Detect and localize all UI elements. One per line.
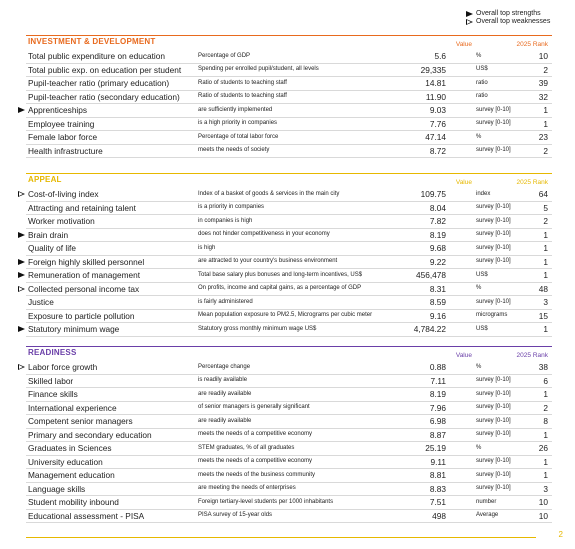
criterion-rank: 1 [543, 470, 548, 480]
criterion-value: 8.59 [429, 297, 446, 307]
strength-marker-icon [18, 326, 25, 332]
section-header [26, 35, 552, 50]
criterion-description: PISA survey of 15-year olds [198, 512, 273, 518]
criterion-unit: US$ [476, 66, 488, 72]
criterion-unit: survey [0-10] [476, 298, 511, 305]
criterion-unit: survey [0-10] [476, 204, 511, 210]
criterion-name: Exposure to particle pollution [28, 310, 135, 321]
table-row [26, 375, 552, 389]
criterion-rank: 1 [543, 105, 548, 115]
criterion-description: Foreign tertiary-level students per 1000 inhabitants [198, 498, 334, 505]
criterion-name: Brain drain [28, 229, 69, 240]
criterion-name: Competent senior managers [28, 416, 133, 426]
criterion-rank: 10 [538, 497, 548, 507]
criterion-unit: survey [0-10] [476, 217, 511, 224]
table-row [26, 442, 552, 456]
criterion-unit: survey [0-10] [476, 106, 511, 113]
criterion-description: are sufficiently implemented [198, 106, 273, 113]
value-column-header: Value [455, 41, 472, 48]
criterion-name: Cost-of-living index [28, 189, 99, 199]
criterion-name: Management education [28, 470, 115, 480]
weakness-marker-icon [18, 364, 25, 370]
value-column-header: Value [455, 352, 472, 359]
criterion-value: 9.22 [429, 256, 446, 267]
criterion-rank: 1 [543, 429, 548, 440]
criterion-rank: 48 [538, 283, 548, 294]
criterion-value: 456,478 [416, 270, 446, 280]
criterion-value: 25.19 [425, 443, 446, 453]
criterion-description: Percentage change [198, 363, 251, 370]
criterion-unit: survey [0-10] [476, 458, 511, 464]
criterion-unit: % [476, 52, 482, 59]
criterion-value: 8.04 [429, 202, 446, 213]
table-row [26, 296, 552, 310]
criterion-rank: 38 [538, 362, 548, 372]
criterion-unit: survey [0-10] [476, 404, 511, 410]
criterion-rank: 5 [543, 202, 548, 213]
criterion-value: 8.31 [429, 283, 446, 294]
criterion-rank: 15 [538, 310, 548, 321]
criterion-unit: survey [0-10] [476, 417, 511, 424]
footer-divider [26, 537, 536, 538]
criterion-rank: 64 [538, 189, 548, 199]
criterion-description: Ratio of students to teaching staff [198, 79, 287, 86]
table-row [26, 323, 552, 337]
criterion-unit: survey [0-10] [476, 390, 511, 397]
criterion-value: 0.88 [429, 362, 446, 372]
table-row [26, 202, 552, 216]
table-row [26, 269, 552, 283]
table-row [26, 215, 552, 229]
criterion-description: in companies is high [198, 217, 253, 224]
criterion-name: Justice [28, 297, 54, 307]
criterion-value: 7.76 [429, 118, 446, 129]
criterion-value: 29,335 [420, 64, 446, 75]
table-row [26, 402, 552, 416]
criterion-description: Total base salary plus bonuses and long-term incentives, US$ [198, 271, 363, 278]
criterion-rank: 2 [543, 64, 548, 75]
criterion-value: 8.19 [429, 229, 446, 240]
criterion-name: International experience [28, 402, 117, 413]
strength-marker-icon [18, 259, 25, 265]
criterion-description: meets the needs of a competitive economy [198, 458, 313, 464]
criterion-name: Labor force growth [28, 362, 98, 372]
criterion-value: 47.14 [425, 132, 446, 142]
criterion-value: 5.6 [434, 51, 446, 61]
legend-strengths-label: Overall top strengths [476, 10, 541, 17]
hollow-triangle-icon [466, 19, 473, 25]
weakness-marker-icon [18, 191, 25, 197]
criterion-description: Percentage of GDP [198, 52, 251, 59]
criterion-name: Collected personal income tax [28, 283, 140, 294]
criterion-rank: 1 [543, 229, 548, 240]
criterion-unit: survey [0-10] [476, 431, 511, 437]
criterion-rank: 39 [538, 78, 548, 88]
criterion-name: Finance skills [28, 389, 78, 399]
criterion-description: meets the needs of a competitive economy [198, 431, 313, 437]
table-row [26, 77, 552, 91]
criterion-unit: survey [0-10] [476, 147, 511, 153]
criterion-rank: 1 [543, 270, 548, 280]
legend-weaknesses-label: Overall top weaknesses [476, 18, 551, 25]
criterion-description: Mean population exposure to PM2.5, Micrograms per cubic meter [198, 312, 373, 318]
criterion-unit: ratio [476, 79, 488, 86]
criterion-name: Health infrastructure [28, 145, 103, 156]
criterion-name: Total public exp. on education per student [28, 64, 182, 75]
criterion-description: is a priority in companies [198, 204, 265, 210]
criterion-description: Statutory gross monthly minimum wage US$ [198, 325, 317, 332]
criterion-name: Primary and secondary education [28, 429, 152, 440]
table-row [26, 483, 552, 497]
criterion-name: Pupil-teacher ratio (secondary education) [28, 91, 180, 102]
criterion-value: 109.75 [420, 189, 446, 199]
table-row [26, 429, 552, 443]
criterion-rank: 10 [538, 510, 548, 521]
criterion-unit: survey [0-10] [476, 244, 511, 251]
criterion-unit: survey [0-10] [476, 377, 511, 383]
criterion-value: 8.87 [429, 429, 446, 440]
criterion-description: Index of a basket of goods & services in the main city [198, 190, 340, 197]
criterion-value: 7.11 [430, 375, 446, 386]
criterion-value: 8.83 [429, 483, 446, 494]
section-header [26, 346, 552, 361]
criterion-description: is readily available [198, 377, 248, 383]
criterion-unit: survey [0-10] [476, 120, 511, 126]
criterion-value: 7.96 [429, 402, 446, 413]
criterion-name: Female labor force [28, 132, 98, 142]
criterion-value: 9.11 [430, 456, 446, 467]
criterion-rank: 1 [543, 456, 548, 467]
criterion-name: Remuneration of management [28, 270, 141, 280]
rank-column-header: 2025 Rank [516, 179, 548, 186]
criterion-rank: 32 [538, 91, 548, 102]
legend-strengths [466, 10, 550, 18]
criterion-unit: survey [0-10] [476, 231, 511, 237]
criterion-value: 8.72 [429, 145, 446, 156]
criterion-rank: 1 [543, 389, 548, 399]
criterion-rank: 10 [538, 51, 548, 61]
criterion-rank: 3 [543, 297, 548, 307]
criterion-name: Total public expenditure on education [28, 51, 165, 61]
criterion-unit: micrograms [476, 312, 508, 318]
criterion-value: 4,784.22 [413, 324, 446, 334]
criterion-value: 7.82 [429, 216, 446, 226]
table-row [26, 361, 552, 375]
strength-marker-icon [18, 107, 25, 113]
strength-marker-icon [18, 232, 25, 238]
criterion-value: 9.16 [429, 310, 446, 321]
table-row [26, 469, 552, 483]
table-row [26, 64, 552, 78]
criterion-rank: 23 [538, 132, 548, 142]
table-row [26, 131, 552, 145]
criterion-description: is high [198, 244, 216, 251]
criterion-description: meets the needs of the business community [198, 471, 316, 478]
table-row [26, 415, 552, 429]
criterion-rank: 1 [543, 324, 548, 334]
section-title: APPEAL [28, 175, 62, 184]
table-row [26, 188, 552, 202]
strength-marker-icon [18, 272, 25, 278]
criterion-name: Quality of life [28, 243, 76, 253]
section-investment [26, 35, 552, 158]
criterion-name: Worker motivation [28, 216, 95, 226]
criterion-unit: survey [0-10] [476, 258, 511, 264]
criterion-description: are readily available [198, 417, 252, 424]
criterion-name: Apprenticeships [28, 105, 88, 115]
table-row [26, 283, 552, 297]
table-row [26, 145, 552, 159]
criterion-value: 7.51 [429, 497, 446, 507]
page-number: 2 [558, 530, 563, 539]
criterion-name: Language skills [28, 483, 86, 494]
table-row [26, 388, 552, 402]
table-row [26, 242, 552, 256]
table-row [26, 104, 552, 118]
criterion-value: 11.90 [425, 91, 446, 102]
table-row [26, 256, 552, 270]
criterion-description: On profits, income and capital gains, as a percentage of GDP [198, 285, 362, 291]
criterion-unit: Average [476, 512, 499, 518]
criterion-value: 9.03 [429, 105, 446, 115]
criterion-rank: 3 [543, 483, 548, 494]
criterion-name: University education [28, 456, 103, 467]
section-appeal [26, 173, 552, 337]
criterion-unit: survey [0-10] [476, 471, 511, 478]
criterion-name: Skilled labor [28, 375, 74, 386]
criterion-name: Graduates in Sciences [28, 443, 112, 453]
value-column-header: Value [455, 179, 472, 186]
table-row [26, 510, 552, 524]
criterion-name: Educational assessment - PISA [28, 510, 145, 521]
criterion-unit: number [476, 498, 497, 505]
table-row [26, 91, 552, 105]
legend-weaknesses [466, 18, 550, 26]
criterion-description: is a high priority in companies [198, 120, 278, 126]
criterion-name: Student mobility inbound [28, 497, 119, 507]
table-row [26, 456, 552, 470]
criterion-description: are attracted to your country's business environment [198, 258, 338, 264]
criterion-name: Pupil-teacher ratio (primary education) [28, 78, 170, 88]
rank-column-header: 2025 Rank [516, 352, 548, 359]
criterion-description: Percentage of total labor force [198, 133, 279, 140]
criterion-unit: ratio [476, 93, 488, 99]
table-row [26, 229, 552, 243]
criterion-rank: 2 [543, 216, 548, 226]
filled-triangle-icon [466, 11, 473, 17]
criterion-value: 6.98 [429, 416, 446, 426]
criterion-name: Employee training [28, 118, 95, 129]
criterion-value: 9.68 [429, 243, 446, 253]
criterion-rank: 6 [543, 375, 548, 386]
criterion-rank: 8 [543, 416, 548, 426]
rank-column-header: 2025 Rank [516, 41, 548, 48]
criterion-unit: US$ [476, 271, 488, 278]
criterion-value: 8.19 [429, 389, 446, 399]
criterion-description: is fairly administered [198, 298, 253, 305]
criterion-unit: % [476, 363, 482, 370]
criterion-rank: 1 [543, 256, 548, 267]
criterion-name: Foreign highly skilled personnel [28, 256, 145, 267]
table-row [26, 310, 552, 324]
criterion-rank: 26 [538, 443, 548, 453]
criterion-description: does not hinder competitiveness in your economy [198, 231, 330, 237]
criterion-value: 8.81 [429, 470, 446, 480]
criterion-value: 14.81 [425, 78, 446, 88]
criterion-description: meets the needs of society [198, 147, 270, 153]
table-row [26, 496, 552, 510]
criterion-unit: % [476, 133, 482, 140]
criterion-description: of senior managers is generally significant [198, 404, 310, 410]
criterion-rank: 1 [543, 118, 548, 129]
criterion-value: 498 [432, 510, 446, 521]
criterion-unit: % [476, 444, 482, 451]
criterion-unit: US$ [476, 325, 488, 332]
criterion-name: Attracting and retaining talent [28, 202, 136, 213]
criterion-unit: survey [0-10] [476, 485, 511, 491]
criterion-unit: index [476, 190, 491, 197]
legend [466, 10, 550, 26]
criterion-rank: 1 [543, 243, 548, 253]
criterion-rank: 2 [543, 402, 548, 413]
table-row [26, 50, 552, 64]
criterion-description: are readily available [198, 390, 252, 397]
criterion-unit: % [476, 285, 482, 291]
criterion-description: Spending per enrolled pupil/student, all levels [198, 66, 319, 72]
weakness-marker-icon [18, 286, 25, 292]
criterion-description: Ratio of students to teaching staff [198, 93, 287, 99]
table-row [26, 118, 552, 132]
criterion-rank: 2 [543, 145, 548, 156]
criterion-description: are meeting the needs of enterprises [198, 485, 296, 491]
criterion-name: Statutory minimum wage [28, 324, 120, 334]
criterion-description: STEM graduates, % of all graduates [198, 444, 295, 451]
section-title: READINESS [28, 348, 77, 357]
section-title: INVESTMENT & DEVELOPMENT [28, 37, 156, 46]
section-header [26, 173, 552, 188]
section-readiness [26, 346, 552, 523]
